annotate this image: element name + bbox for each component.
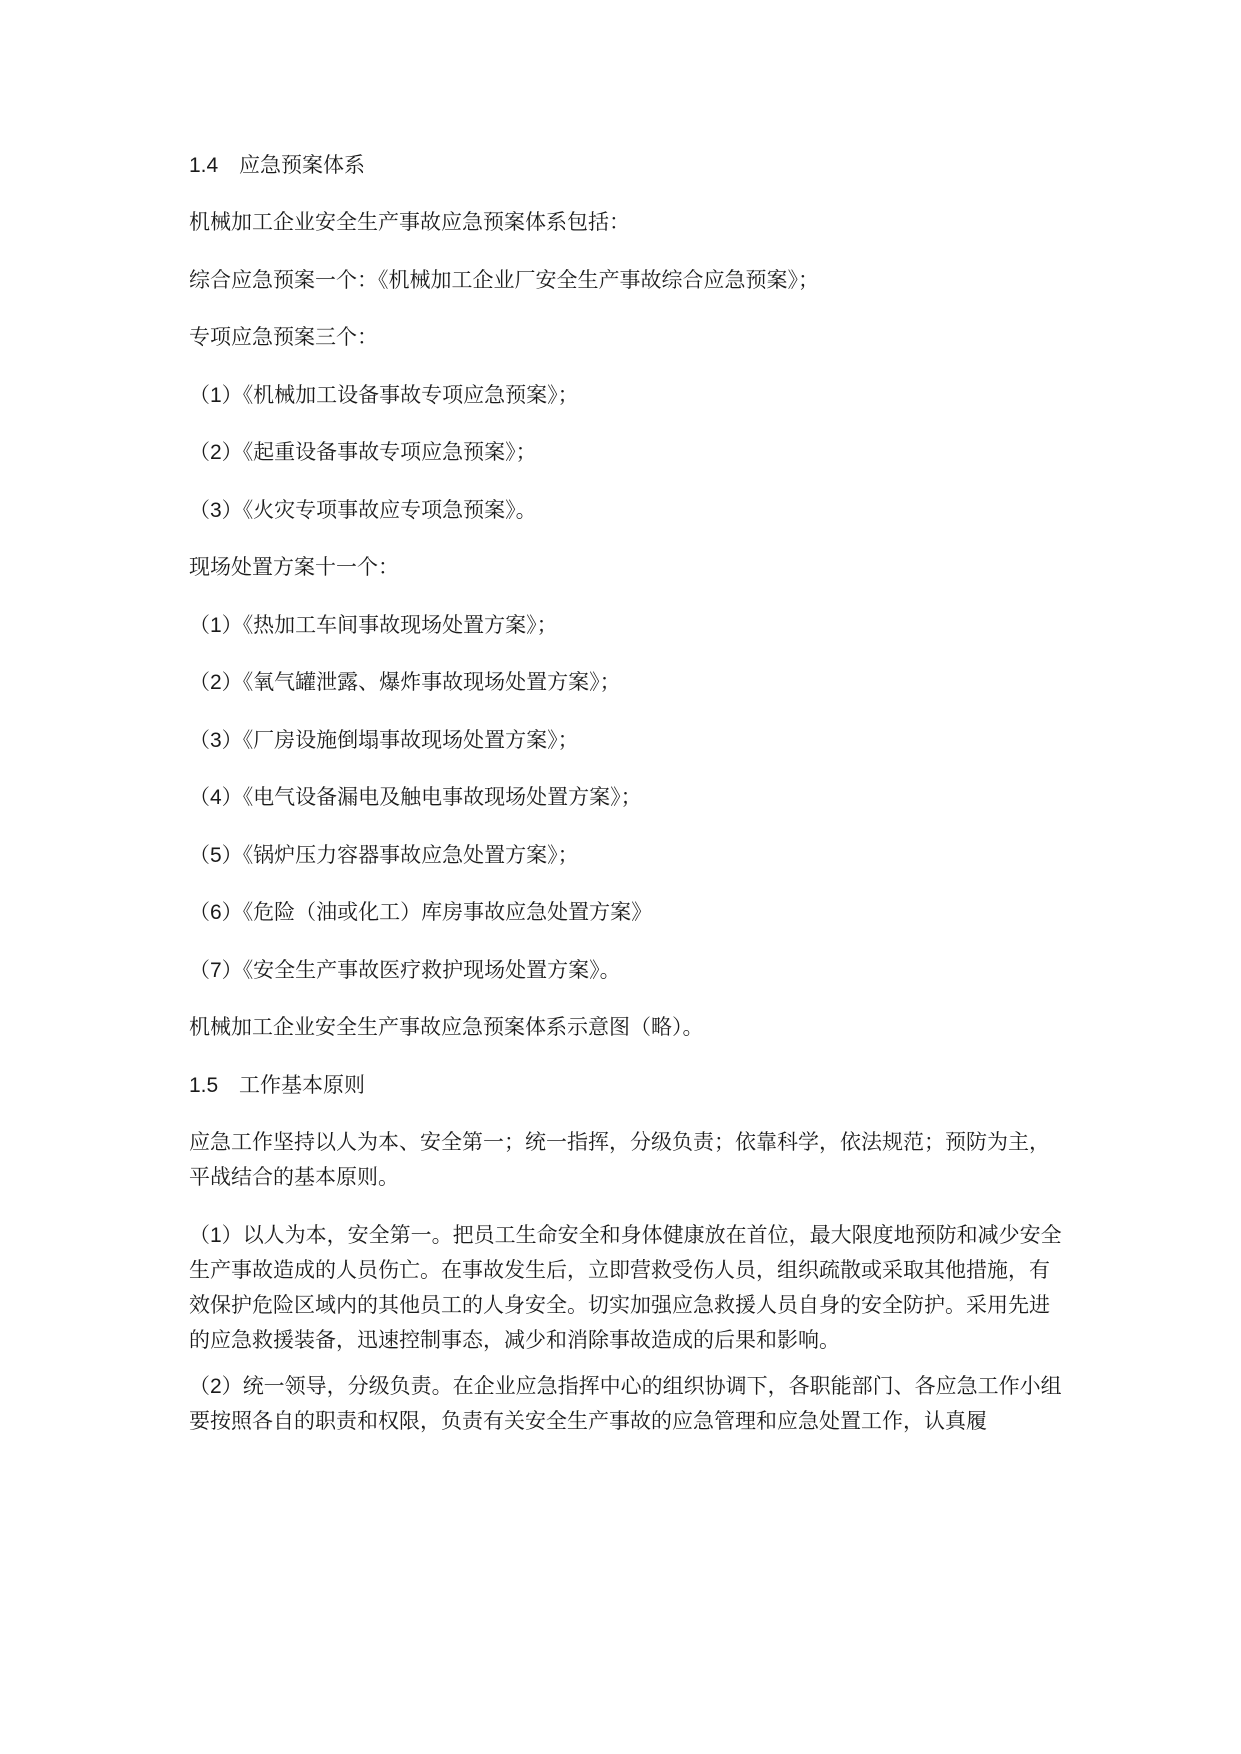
section-1-4-heading: [189, 148, 1069, 183]
special-plans-header: 专项应急预案三个：: [189, 325, 378, 349]
list-item: [189, 378, 1069, 413]
list-item-number: （7）: [189, 959, 243, 982]
list-item-number: （1）: [189, 384, 243, 407]
list-item-text: 《厂房设施倒塌事故现场处置方案》；: [242, 728, 579, 752]
list-item-number: （1）: [189, 614, 243, 637]
section-number: 1.4: [189, 154, 219, 177]
list-item-text: 《机械加工设备事故专项应急预案》；: [242, 383, 579, 407]
principle-text: 统一领导，分级负责。在企业应急指挥中心的组织协调下，各职能部门、各应急工作小组要按照各自的职责和权限，负责有关安全生产事故的应急管理和应急处置工作，认真履: [189, 1374, 1062, 1433]
section-title: 工作基本原则: [239, 1073, 365, 1097]
list-item-number: （4）: [189, 786, 243, 809]
list-item: [189, 608, 1069, 643]
list-item-text: 《起重设备事故专项应急预案》；: [242, 440, 537, 464]
principle-text: 以人为本，安全第一。把员工生命安全和身体健康放在首位，最大限度地预防和减少安全生产事故造成的人员伤亡。在事故发生后，立即营救受伤人员，组织疏散或采取其他措施，有效保护危险区域内的其他员工的人身安全。切实加强应急救援人员自身的安全防护。采用先进的应急救援装备，迅速控制事态，减少和消除事故造成的后果和影响。: [189, 1223, 1062, 1352]
section-number: 1.5: [189, 1074, 219, 1097]
list-item-text: 《氧气罐泄露、爆炸事故现场处置方案》；: [242, 670, 621, 694]
principles-intro: 应急工作坚持以人为本、安全第一；统一指挥，分级负责；依靠科学，依法规范；预防为主，平战结合的基本原则。: [189, 1130, 1050, 1189]
list-item-number: （5）: [189, 844, 243, 867]
system-intro: 机械加工企业安全生产事故应急预案体系包括：: [189, 210, 630, 234]
list-item-text: 《热加工车间事故现场处置方案》；: [242, 613, 558, 637]
list-item-text: 《电气设备漏电及触电事故现场处置方案》；: [242, 785, 642, 809]
section-title: 应急预案体系: [239, 153, 365, 177]
list-item-text: 《危险（油或化工）库房事故应急处置方案》: [242, 900, 653, 924]
list-item-number: （2）: [189, 441, 243, 464]
principle-number: （1）: [189, 1224, 243, 1247]
section-1-5-heading: [189, 1068, 1069, 1103]
diagram-note: 机械加工企业安全生产事故应急预案体系示意图（略）。: [189, 1015, 704, 1039]
list-item-number: （3）: [189, 729, 243, 752]
list-item: [189, 493, 1069, 528]
list-item: [189, 723, 1069, 758]
onsite-plans-header: 现场处置方案十一个：: [189, 555, 399, 579]
list-item: [189, 665, 1069, 700]
list-item-number: （6）: [189, 901, 243, 924]
list-item: [189, 895, 1069, 930]
principle-1: [189, 1218, 1069, 1358]
list-item-text: 《安全生产事故医疗救护现场处置方案》。: [242, 958, 621, 982]
principle-2: [189, 1369, 1069, 1439]
list-item-text: 《火灾专项事故应专项急预案》。: [242, 498, 537, 522]
comprehensive-plan: 综合应急预案一个：《机械加工企业厂安全生产事故综合应急预案》；: [189, 268, 819, 292]
list-item-number: （3）: [189, 499, 243, 522]
list-item: [189, 435, 1069, 470]
list-item-number: （2）: [189, 671, 243, 694]
list-item-text: 《锅炉压力容器事故应急处置方案》；: [242, 843, 579, 867]
list-item: [189, 780, 1069, 815]
principle-number: （2）: [189, 1375, 243, 1398]
list-item: [189, 953, 1069, 988]
list-item: [189, 838, 1069, 873]
